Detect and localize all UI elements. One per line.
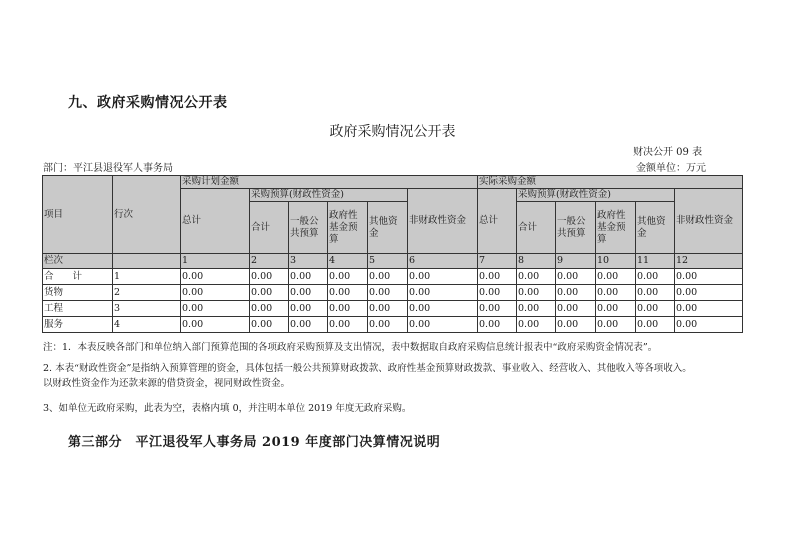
row-line-no: 2: [113, 285, 181, 301]
note-2-line-1: 2. 本表“财政性资金”是指纳入预算管理的资金，具体包括一般公共预算财政拨款、政府性基金预算财政拨款、事业收入、经营收入、其他收入等各项收入。: [43, 363, 692, 374]
table-cell: 0.00: [517, 301, 556, 317]
table-cell: 0.00: [250, 285, 289, 301]
column-number-cell: 7: [478, 254, 517, 269]
row-name: 工程: [43, 301, 113, 317]
table-cell: 0.00: [478, 285, 517, 301]
table-cell: 0.00: [636, 317, 675, 333]
column-numbers-label: 栏次: [43, 254, 113, 269]
row-line-no: 1: [113, 269, 181, 285]
table-cell: 0.00: [181, 301, 250, 317]
table-cell: 0.00: [596, 269, 636, 285]
header-row-no: 行次: [113, 176, 181, 254]
column-number-cell: 5: [368, 254, 408, 269]
table-cell: 0.00: [289, 285, 328, 301]
table-cell: 0.00: [556, 285, 596, 301]
header-actual-budget-fiscal: 采购预算(财政性资金): [517, 189, 675, 202]
row-line-no: 4: [113, 317, 181, 333]
table-cell: 0.00: [675, 317, 743, 333]
table-cell: 0.00: [517, 317, 556, 333]
table-cell: 0.00: [289, 301, 328, 317]
table-cell: 0.00: [181, 317, 250, 333]
header-planned-non-fiscal: 非财政性资金: [408, 189, 478, 254]
table-cell: 0.00: [636, 269, 675, 285]
column-number-cell: 8: [517, 254, 556, 269]
note-2-line-2: 以财政性资金作为还款来源的借贷资金，视同财政性资金。: [43, 378, 291, 389]
table-cell: 0.00: [181, 269, 250, 285]
table-cell: 0.00: [408, 317, 478, 333]
column-number-cell: 9: [556, 254, 596, 269]
table-cell: 0.00: [596, 301, 636, 317]
header-actual-non-fiscal: 非财政性资金: [675, 189, 743, 254]
header-actual-total: 总计: [478, 189, 517, 254]
column-number-cell: 10: [596, 254, 636, 269]
table-cell: 0.00: [328, 269, 368, 285]
header-actual-other-funds: 其他资金: [636, 202, 675, 254]
table-cell: 0.00: [517, 285, 556, 301]
table-cell: 0.00: [675, 285, 743, 301]
table-cell: 0.00: [675, 269, 743, 285]
table-cell: 0.00: [408, 301, 478, 317]
table-row: [43, 269, 743, 285]
header-actual-subtotal: 合计: [517, 202, 556, 254]
table-cell: 0.00: [289, 269, 328, 285]
header-planned-gov-fund: 政府性基金预算: [328, 202, 368, 254]
table-cell: 0.00: [368, 285, 408, 301]
row-name: 合 计: [43, 269, 113, 285]
column-number-cell: 1: [181, 254, 250, 269]
table-cell: 0.00: [478, 301, 517, 317]
table-cell: 0.00: [478, 317, 517, 333]
table-row: [43, 285, 743, 301]
column-number-cell: 4: [328, 254, 368, 269]
table-cell: 0.00: [408, 269, 478, 285]
part-heading: 第三部分 平江退役军人事务局 2019 年度部门决算情况说明: [68, 435, 441, 450]
procurement-table: [42, 175, 743, 333]
header-actual-general-budget: 一般公共预算: [556, 202, 596, 254]
table-cell: 0.00: [328, 285, 368, 301]
department-label: 部门：平江县退役军人事务局: [43, 163, 173, 174]
table-cell: 0.00: [250, 301, 289, 317]
table-cell: 0.00: [556, 269, 596, 285]
header-planned-budget-fiscal: 采购预算(财政性资金): [250, 189, 408, 202]
table-cell: 0.00: [478, 269, 517, 285]
header-actual-gov-fund: 政府性基金预算: [596, 202, 636, 254]
column-number-cell: 3: [289, 254, 328, 269]
note-1: 注：1．本表反映各部门和单位纳入部门预算范围的各项政府采购预算及支出情况，表中数据取自政府采购信息统计报表中“政府采购资金情况表”。: [43, 342, 658, 353]
table-cell: 0.00: [328, 317, 368, 333]
table-cell: 0.00: [675, 301, 743, 317]
table-cell: 0.00: [408, 285, 478, 301]
row-name: 服务: [43, 317, 113, 333]
table-cell: 0.00: [556, 301, 596, 317]
column-number-cell: 6: [408, 254, 478, 269]
table-cell: 0.00: [636, 301, 675, 317]
header-planned-subtotal: 合计: [250, 202, 289, 254]
form-code: 财决公开 09 表: [633, 147, 703, 158]
table-cell: 0.00: [596, 285, 636, 301]
column-number-cell: [113, 254, 181, 269]
table-title: 政府采购情况公开表: [329, 124, 456, 140]
table-cell: 0.00: [250, 317, 289, 333]
column-number-cell: 12: [675, 254, 743, 269]
note-3: 3、如单位无政府采购，此表为空，表格内填 0，并注明本单位 2019 年度无政府采购。: [43, 403, 412, 414]
header-item: 项目: [43, 176, 113, 254]
row-name: 货物: [43, 285, 113, 301]
header-planned-total: 总计: [181, 189, 250, 254]
column-number-cell: 2: [250, 254, 289, 269]
table-cell: 0.00: [368, 317, 408, 333]
table-cell: 0.00: [328, 301, 368, 317]
table-cell: 0.00: [368, 301, 408, 317]
table-cell: 0.00: [368, 269, 408, 285]
table-cell: 0.00: [250, 269, 289, 285]
table-cell: 0.00: [289, 317, 328, 333]
note-2: [43, 361, 692, 391]
header-planned-amount: 采购计划金额: [181, 176, 478, 189]
header-planned-general-budget: 一般公共预算: [289, 202, 328, 254]
table-cell: 0.00: [596, 317, 636, 333]
amount-unit-label: 金额单位：万元: [636, 163, 706, 174]
row-line-no: 3: [113, 301, 181, 317]
table-row: [43, 301, 743, 317]
table-cell: 0.00: [636, 285, 675, 301]
header-planned-other-funds: 其他资金: [368, 202, 408, 254]
table-row: [43, 317, 743, 333]
table-cell: 0.00: [556, 317, 596, 333]
header-actual-amount: 实际采购金额: [478, 176, 743, 189]
table-cell: 0.00: [181, 285, 250, 301]
column-number-cell: 11: [636, 254, 675, 269]
section-heading: 九、政府采购情况公开表: [68, 95, 228, 111]
table-cell: 0.00: [517, 269, 556, 285]
